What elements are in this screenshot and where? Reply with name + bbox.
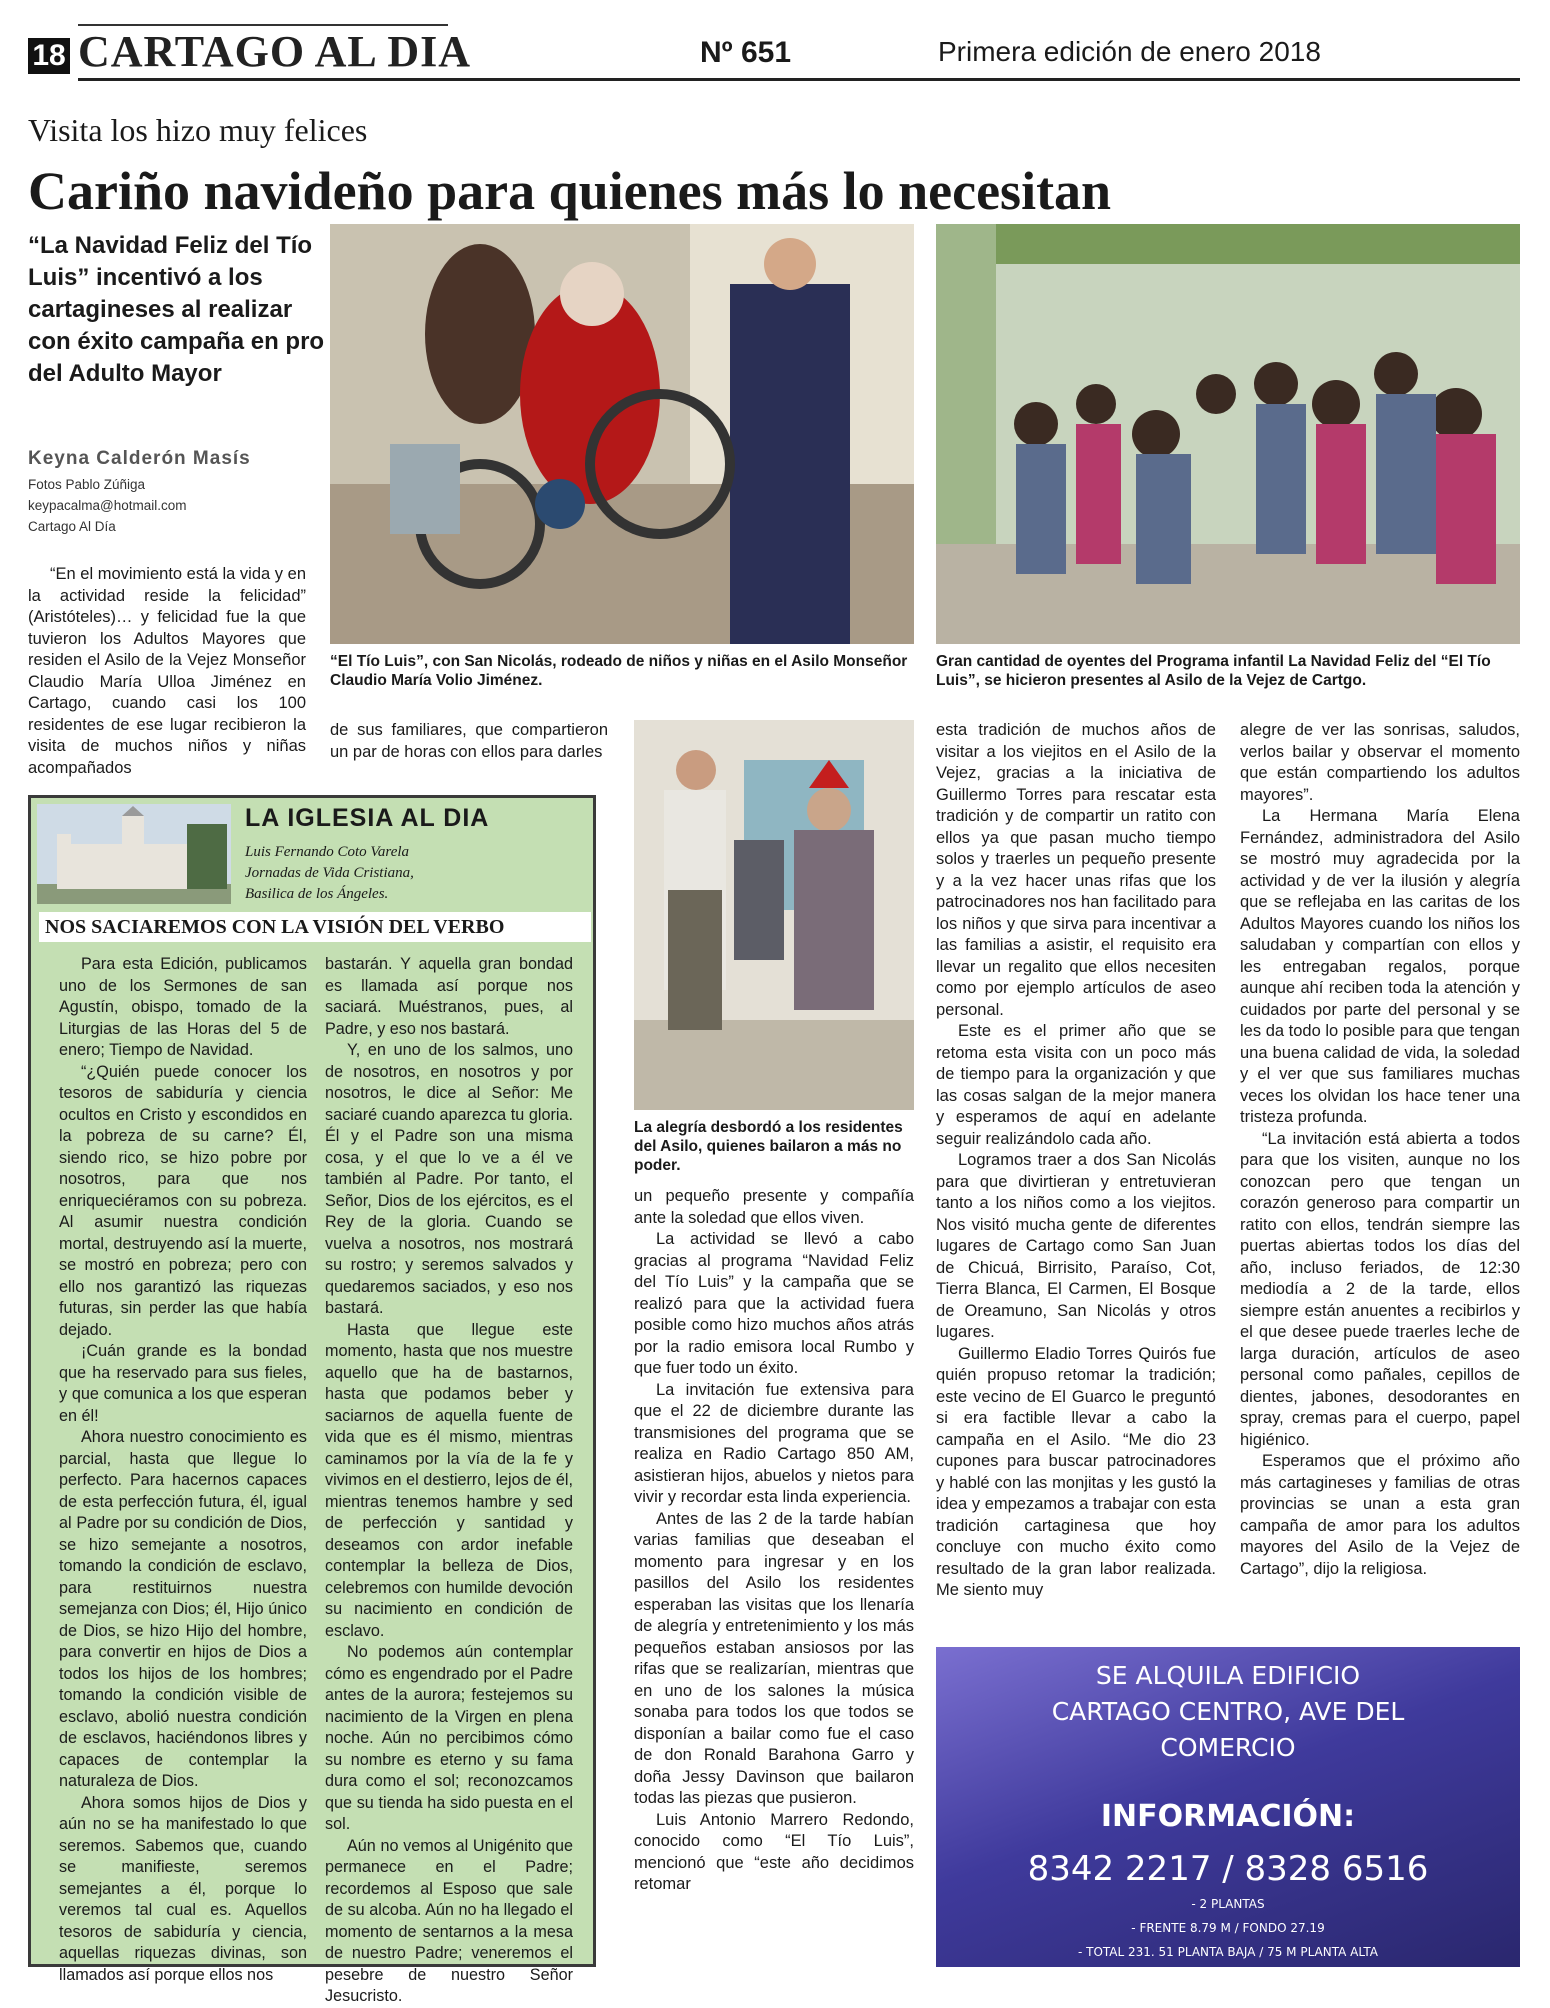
- ad-line: CARTAGO CENTRO, AVE DEL: [1051, 1697, 1405, 1726]
- ad-line: COMERCIO: [1160, 1733, 1296, 1762]
- outlet-name: Cartago Al Día: [28, 519, 116, 534]
- photo-santa-visit-image: [330, 224, 914, 644]
- article-paragraph: “La invitación está abierta a todos para que los visiten, aunque no los conozcan pero que tengan un corazón generoso para compartir un ratito con ellos, tendrán siempre las puertas abiertas todos los días del año, incluso feriados, de 12:30 mediodía a 2 de la tarde, ellos siempre están anuentes a recibirlos y el que desee puede traerles leche de larga duración, artículos de aseo personal como pañales, cepillos de dientes, jabones, desodorantes en spray, cremas para el cuerpo, papel higiénico.: [1240, 1129, 1520, 1449]
- header-divider: [78, 78, 1520, 81]
- church-author-line: Luis Fernando Coto Varela: [245, 844, 410, 860]
- article-col3: [634, 1186, 914, 1896]
- photo-santa-caption: “El Tío Luis”, con San Nicolás, rodeado de niños y niñas en el Asilo Monseñor Claudio María Volio Jiménez.: [330, 653, 908, 689]
- church-column-title: LA IGLESIA AL DIA: [245, 804, 490, 832]
- article-paragraph: Guillermo Eladio Torres Quirós fue quién propuso retomar la tradición; este vecino de El Guarco le preguntó si era factible llevar a cabo la campaña en el Asilo. “Me dio 23 cupones para buscar patrocinadores y hablé con las monjitas y les gustó la idea y empezamos a trabajar con esta tradición cartaginesa que hoy concluye con mucho éxito como resultado de la gran labor realizada. Me siento muy: [936, 1344, 1216, 1599]
- church-paragraph: Ahora somos hijos de Dios y aún no se ha manifestado lo que seremos. Sabemos que, cuando se manifieste, seremos semejantes a él, porque lo veremos tal cual es. Aquellos tesoros de sabiduría y ciencia, aquellas riquezas divinas, son llamados así porque ellos nos: [59, 1793, 307, 1984]
- article-kicker: Visita los hizo muy felices: [28, 112, 368, 148]
- article-paragraph: “En el movimiento está la vida y en la actividad reside la felicidad” (Aristóteles)… y felicidad fue la que tuvieron los Adultos Mayores que residen el Asilo de la Vejez Monseñor Claudio María Ulloa Jiménez en Cartago, cuando casi los 100 residentes de ese lugar recibieron la visita de muchos niños y niñas acompañados: [28, 565, 306, 777]
- ad-line: SE ALQUILA EDIFICIO: [1095, 1661, 1361, 1690]
- photo-dancing: [634, 720, 914, 1110]
- article-paragraph: Luis Antonio Marrero Redondo, conocido como “El Tío Luis”, mencionó que “este año decidimos retomar: [634, 1810, 914, 1893]
- basilica-photo: [37, 804, 231, 904]
- photo-santa-visit: [330, 224, 914, 644]
- church-col2: [325, 954, 573, 2008]
- ad-detail: - TOTAL 231. 51 PLANTA BAJA / 75 M PLANTA ALTA: [1077, 1945, 1378, 1959]
- article-paragraph: Este es el primer año que se retoma esta visita con un poco más de tiempo para la organización y que las cosas salgan de la mejor manera y esperamos de aquí en adelante seguir realizándolo cada año.: [936, 1022, 1216, 1148]
- basilica-image: [37, 804, 231, 904]
- article-paragraph: La Hermana María Elena Fernández, administradora del Asilo se mostró muy agradecida por la actividad y de ver la ilusión y alegría que se reflejaba en las caritas de los Adultos Mayores cuando los niños los saludaban y compartían con ellos y les entregaban regalos, porque aunque ahí reciben toda la atención y cuidados por parte del personal y se les da todo lo posible para que tengan una buena calidad de vida, la soledad y el ver que sus familiares muchas veces los olvidan los hace tener una tristeza profunda.: [1240, 807, 1520, 1126]
- photo-credit: Fotos Pablo Zúñiga: [28, 477, 146, 492]
- article-paragraph: La actividad se llevó a cabo gracias al programa “Navidad Feliz del Tío Luis” y la campaña que se realizó para que la actividad fuera posible como hizo muchos años atrás por la radio emisora local Rumbo y que fuer todo un éxito.: [634, 1230, 914, 1377]
- church-paragraph: Aún no vemos al Unigénito que permanece en el Padre; recordemos al Esposo que sale de su alcoba. Aún no ha llegado el momento de sentarnos a la mesa de nuestro Padre; veneremos el pesebre de nuestro Señor Jesucristo.: [325, 1836, 573, 2005]
- ad-info-label: INFORMACIÓN:: [1100, 1799, 1356, 1834]
- issue-number: Nº 651: [700, 36, 792, 69]
- byline-meta: [28, 474, 187, 537]
- ad-detail: - FRENTE 8.79 M / FONDO 27.19: [1131, 1921, 1325, 1935]
- article-col4: [936, 720, 1216, 1602]
- photo-crowd-image: [936, 224, 1520, 644]
- church-paragraph: “¿Quién puede conocer los tesoros de sabiduría y ciencia ocultos en Cristo y escondidos en la pobreza de su carne? Él, siendo rico, se hizo pobre por nosotros, para que nos enriqueciéramos con su pobreza. Al asumir nuestra condición mortal, destruyendo así la muerte, se mostró en pobreza; pero con ello nos garantizó las riquezas futuras, sin perder las que había dejado.: [59, 1062, 307, 1339]
- article-paragraph: Esperamos que el próximo año más cartagineses y familias de otras provincias se unan a esta gran campaña de amor para los adultos mayores del Asilo de la Vejez de Cartago”, dijo la religiosa.: [1240, 1452, 1520, 1578]
- article-paragraph: un pequeño presente y compañía ante la soledad que ellos viven.: [634, 1187, 914, 1227]
- church-paragraph: Ahora nuestro conocimiento es parcial, hasta que llegue lo perfecto. Para hacernos capaces de esta perfección futura, él, igual al Padre por su condición de Dios, se hizo semejante a nosotros, tomando la condición de esclavo, para restituirnos nuestra semejanza con Dios; él, Hijo único de Dios, se hizo Hijo del hombre, para convertir en hijos de Dios a todos los hijos de los hombres; tomando la condición visible de esclavo, abolió nuestra condición de esclavos, haciéndonos libres y capaces de contemplar la naturaleza de Dios.: [59, 1428, 307, 1790]
- article-paragraph: Logramos traer a dos San Nicolás para que divirtieran y entretuvieran tanto a los niños como a los viejitos. Nos visitó mucha gente de diferentes lugares de Cartago como San Juan de Chicuá, Birrisito, Paraíso, Cot, Tierra Blanca, El Carmen, El Bosque de Oreamuno, San Nicolás y otros lugares.: [936, 1151, 1216, 1341]
- church-paragraph: Para esta Edición, publicamos uno de los Sermones de san Agustín, obispo, tomado de la Liturgias de las Horas del 5 de enero; Tiempo de Navidad.: [59, 955, 307, 1059]
- church-paragraph: Hasta que llegue este momento, hasta que nos muestre aquello que ha de bastarnos, hasta que podamos beber y saciarnos de aquella fuente de vida que es él mismo, mientras caminamos por la vía de la fe y vivimos en el destierro, lejos de él, mientras tenemos hambre y sed de perfección y santidad y deseamos con ardor inefable contemplar la belleza de Dios, celebremos con humilde devoción su nacimiento en condición de esclavo.: [325, 1320, 573, 1640]
- church-author-line: Jornadas de Vida Cristiana,: [245, 865, 414, 881]
- article-paragraph: alegre de ver las sonrisas, saludos, verlos bailar y observar el momento que están compartiendo los adultos mayores”.: [1240, 721, 1520, 804]
- church-author: [245, 842, 414, 905]
- church-paragraph: ¡Cuán grande es la bondad que ha reservado para sus fieles, y que comunica a los que esperan en él!: [59, 1342, 307, 1425]
- church-section-title: NOS SACIAREMOS CON LA VISIÓN DEL VERBO: [39, 912, 591, 942]
- article-col2-top: [330, 720, 608, 763]
- article-subhead: “La Navidad Feliz del Tío Luis” incentivó a los cartagineses al realizar con éxito campaña en pro del Adulto Mayor: [28, 232, 325, 387]
- article-paragraph: esta tradición de muchos años de visitar a los viejitos en el Asilo de la Vejez, gracias a la iniciativa de Guillermo Torres para rescatar esta tradición y de compartir un ratito con ellos ya que pasan mucho tiempo solos y traerles un pequeño presente y a la vez hacer unas rifas que los patrocinadores nos han facilitado para los niños y que sirva para incentivar a las familias a asistir, el requisito era llevar un regalito que ellos necesiten como por ejemplo artículos de aseo personal.: [936, 721, 1216, 1019]
- masthead-logo: CARTAGO AL DIA: [78, 27, 472, 76]
- page-number: 18: [28, 38, 70, 74]
- photo-dancing-image: [634, 720, 914, 1110]
- author-name: Keyna Calderón Masís: [28, 448, 251, 469]
- ad-detail: - 2 PLANTAS: [1191, 1897, 1265, 1911]
- edition-date: Primera edición de enero 2018: [938, 36, 1321, 67]
- church-col1: [59, 954, 307, 1986]
- church-paragraph: No podemos aún contemplar cómo es engendrado por el Padre antes de la aurora; festejemos su nacimiento de la Virgen en plena noche. Aún no percibimos cómo su nombre es eterno y su fama dura como el sol; reconozcamos que su tienda ha sido puesta en el sol.: [325, 1643, 573, 1833]
- article-paragraph: Antes de las 2 de la tarde habían varias familias que deseaban el momento para ingresar y en los pasillos del Asilo los residentes esperaban las visitas que los llenaría de alegría y entretenimiento y los más pequeños estaban ansiosos por las rifas que se realizarían, mientras que en uno de los salones la música sonaba para todos los que todos se disponían a bailar como fue el caso de don Ronald Barahona Garro y doña Jessy Davinson que bailaron todas las piezas que pusieron.: [634, 1509, 914, 1807]
- article-headline: Cariño navideño para quienes más lo necesitan: [28, 161, 1112, 221]
- article-col5: [1240, 720, 1520, 1580]
- photo-crowd: [936, 224, 1520, 644]
- church-paragraph: bastarán. Y aquella gran bondad es llamada así porque nos saciará. Muéstranos, pues, al Padre, y eso nos bastará.: [325, 955, 573, 1038]
- article-col1: [28, 564, 306, 779]
- photo-dancing-caption: La alegría desbordó a los residentes del Asilo, quienes bailaron a más no poder.: [634, 1119, 903, 1174]
- church-author-line: Basilica de los Ángeles.: [245, 886, 389, 902]
- church-column-box: [28, 795, 596, 2005]
- ad-phone-numbers: 8342 2217 / 8328 6516: [1027, 1849, 1429, 1889]
- photo-crowd-caption: Gran cantidad de oyentes del Programa infantil La Navidad Feliz del “El Tío Luis”, se hicieron presentes al Asilo de la Vejez de Cartgo.: [936, 653, 1491, 689]
- article-paragraph: de sus familiares, que compartieron un par de horas con ellos para darles: [330, 721, 608, 761]
- author-email: keypacalma@hotmail.com: [28, 498, 187, 513]
- article-paragraph: La invitación fue extensiva para que el 22 de diciembre durante las transmisiones del programa que se realiza en Radio Cartago 850 AM, asistieran hijos, abuelos y nietos para vivir y recordar esta linda experiencia.: [634, 1380, 914, 1506]
- church-paragraph: Y, en uno de los salmos, uno de nosotros, en nosotros y por nosotros, le dice al Señor: Me saciaré cuando aparezca tu gloria. Él y el Padre son una misma cosa, y el que lo ve a él ve también al Padre. Por tanto, el Señor, Dios de los ejércitos, es el Rey de la gloria. Cuando se vuelva a nosotros, nos mostrará su rostro; y seremos salvados y quedaremos saciados, y eso nos bastará.: [325, 1041, 573, 1317]
- rental-ad: [936, 1647, 1520, 1967]
